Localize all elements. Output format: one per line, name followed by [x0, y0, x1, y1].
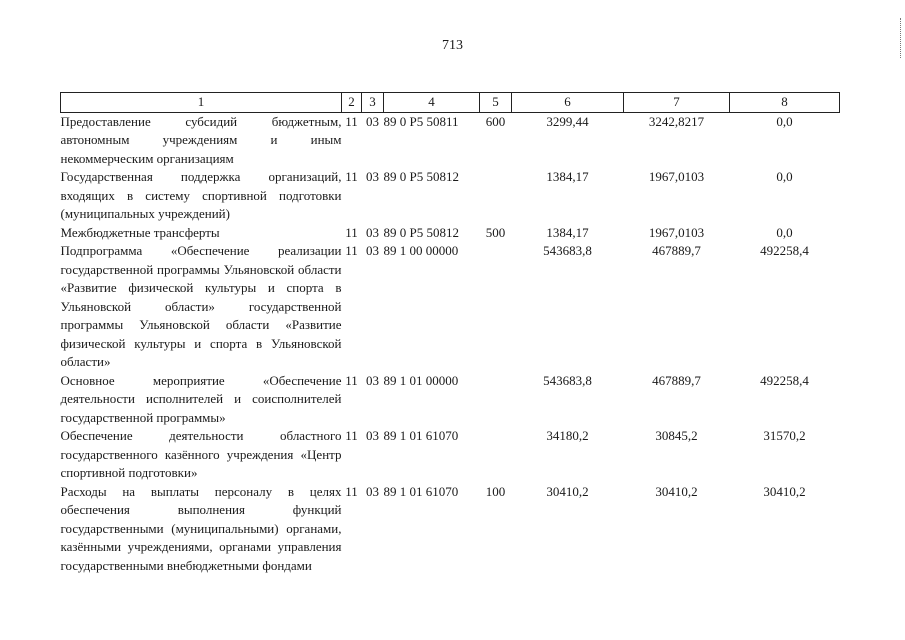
row-value-7: 3242,8217 — [648, 113, 705, 129]
row-value-6: 543683,8 — [543, 243, 592, 258]
budget-table — [60, 92, 840, 575]
header-cell-4: 4 — [384, 93, 480, 113]
row-section: 11 — [345, 169, 358, 184]
row-section: 11 — [345, 224, 358, 240]
row-expense-type — [480, 168, 512, 224]
table-row — [61, 483, 840, 576]
row-value-8: 31570,2 — [763, 428, 806, 443]
row-subsection: 03 — [366, 372, 379, 388]
row-section: 11 — [345, 372, 358, 388]
header-cell-7: 7 — [624, 93, 730, 113]
row-expense-type: 100 — [485, 483, 506, 499]
row-value-7: 30410,2 — [655, 483, 698, 499]
row-section: 11 — [345, 243, 358, 258]
header-cell-8: 8 — [730, 93, 840, 113]
row-expense-type: 500 — [485, 224, 506, 240]
row-name: Обеспечение деятельности областного государственного казённого учреждения «Центр спортивной подготовки» — [60, 428, 342, 480]
header-cell-1: 1 — [61, 93, 342, 113]
row-target-article: 89 1 01 61070 — [383, 483, 459, 499]
header-cell-3: 3 — [362, 93, 384, 113]
row-name: Подпрограмма «Обеспечение реализации государственной программы Ульяновской области «Развитие физической культуры и спорта в Ульяновской области» государственной программы Ульяновской области «Развитие физической культуры и спорта в Ульяновской области» — [60, 243, 342, 369]
row-value-6: 34180,2 — [546, 428, 589, 443]
row-expense-type — [480, 427, 512, 483]
row-subsection: 03 — [366, 483, 379, 499]
row-value-6: 30410,2 — [546, 483, 589, 499]
row-name: Межбюджетные трансферты — [60, 224, 220, 240]
row-subsection: 03 — [366, 169, 379, 184]
table-row — [61, 224, 840, 243]
row-name: Государственная поддержка организаций, входящих в систему спортивной подготовки (муниципальных учреждений) — [60, 169, 342, 221]
row-value-7: 1967,0103 — [648, 169, 705, 184]
row-target-article: 89 0 P5 50811 — [383, 113, 459, 129]
row-expense-type — [480, 372, 512, 428]
row-name: Основное мероприятие «Обеспечение деятельности исполнителей и соисполнителей государственной программы» — [60, 372, 342, 425]
row-target-article: 89 1 01 00000 — [383, 372, 459, 388]
row-value-8: 492258,4 — [760, 243, 809, 258]
row-expense-type — [480, 242, 512, 372]
row-value-7: 1967,0103 — [648, 224, 705, 240]
table-row — [61, 372, 840, 428]
row-section: 11 — [345, 428, 358, 443]
row-name: Предоставление субсидий бюджетным, автономным учреждениям и иным некоммерческим организациям — [60, 113, 342, 166]
row-subsection: 03 — [366, 243, 379, 258]
table-row — [61, 427, 840, 483]
row-value-7: 30845,2 — [655, 428, 698, 443]
row-value-6: 543683,8 — [543, 372, 592, 388]
row-target-article: 89 0 P5 50812 — [383, 224, 459, 240]
page-number: 713 — [442, 38, 463, 53]
row-value-7: 467889,7 — [652, 243, 701, 258]
row-section: 11 — [345, 113, 358, 129]
row-value-8: 492258,4 — [760, 372, 809, 388]
row-value-6: 1384,17 — [546, 224, 589, 240]
header-cell-5: 5 — [480, 93, 512, 113]
row-value-6: 3299,44 — [546, 113, 589, 129]
row-value-8: 30410,2 — [763, 483, 806, 499]
row-target-article: 89 0 P5 50812 — [383, 169, 459, 184]
row-value-7: 467889,7 — [652, 372, 701, 388]
row-target-article: 89 1 01 61070 — [383, 428, 459, 443]
row-subsection: 03 — [366, 224, 379, 240]
table-row — [61, 168, 840, 224]
header-row — [61, 93, 840, 113]
row-expense-type: 600 — [485, 113, 506, 129]
row-name: Расходы на выплаты персоналу в целях обеспечения выполнения функций государственными (муниципальными) органами, казёнными учреждениями, органами управления государственными внебюджетными фондами — [60, 483, 342, 573]
row-subsection: 03 — [366, 113, 379, 129]
table-row — [61, 112, 840, 168]
table-row — [61, 242, 840, 372]
header-cell-2: 2 — [342, 93, 362, 113]
header-cell-6: 6 — [512, 93, 624, 113]
row-value-8: 0,0 — [776, 224, 793, 240]
row-value-6: 1384,17 — [546, 169, 589, 184]
row-section: 11 — [345, 483, 358, 499]
row-value-8: 0,0 — [776, 169, 793, 184]
row-target-article: 89 1 00 00000 — [383, 243, 459, 258]
row-value-8: 0,0 — [776, 113, 793, 129]
row-subsection: 03 — [366, 428, 379, 443]
